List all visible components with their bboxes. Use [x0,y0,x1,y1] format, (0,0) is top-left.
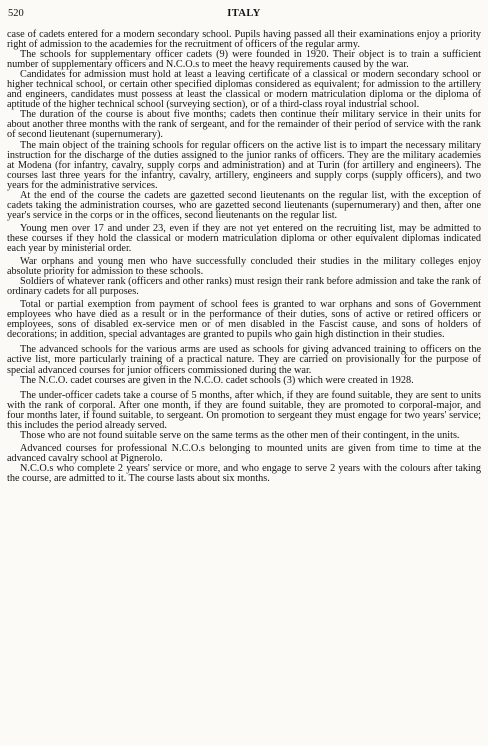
paragraph-nco-service: N.C.O.s who complete 2 years' service or more, and who engage to serve 2 years with the colours after taking the course, are admitted to it. The course lasts about six months. [7,462,481,484]
paragraph-young-men: Young men over 17 and under 23, even if they are not yet entered on the recruiting list, may be admitted to these courses if they hold the classical or modern matriculation diploma or other equivalent diplomas indicated each year by ministerial order. [7,222,481,254]
paragraph-nco-cadet-courses: The N.C.O. cadet courses are given in the N.C.O. cadet schools (3) which were created in 1928. [20,374,414,386]
paragraph-candidates: Candidates for admission must hold at least a leaving certificate of a classical or modern secondary school or higher technical school, or certain other specified diplomas considered as equivalent; for admission to the artillery and engineers, candidates must possess at least the classical or modern matriculation diploma or the diploma of aptitude of the higher technical school (surveying section), or of a third-class royal industrial school. [7,69,481,111]
page-number: 520 [8,8,24,19]
paragraph-soldiers: Soldiers of whatever rank (officers and other ranks) must resign their rank before admission and take the rank of ordinary cadets for all purposes. [7,276,481,298]
paragraph-not-suitable: Those who are not found suitable serve on the same terms as the other men of their contingent, in the units. [20,429,460,441]
body-text [7,30,481,484]
running-head [7,5,481,22]
paragraph-supplementary-schools: The schools for supplementary officer cadets (9) were founded in 1920. Their object is to train a sufficient number of supplementary officers and N.C.O.s to meet the heavy requirements caused by the war. [7,49,481,71]
paragraph-continued: case of cadets entered for a modern secondary school. Pupils having passed all their examinations enjoy a priority right of admission to the academies for the recruitment of officers of the regular army. [7,29,481,51]
paragraph-war-orphans: War orphans and young men who have successfully concluded their studies in the military colleges enjoy absolute priority for admission to these schools. [7,256,481,278]
paragraph-under-officer-cadets: The under-officer cadets take a course of 5 months, after which, if they are found suitable, they are sent to units with the rank of corporal. After one month, if they are found suitable, they are promoted to corporal-major, and four months later, if found suitable, to sergeant. On promotion to sergeant they must engage for two years' service; this includes the period already served. [7,389,481,431]
paragraph-advanced-courses-nco: Advanced courses for professional N.C.O.s belonging to mounted units are given from time to time at the advanced cavalry school at Pignerolo. [7,442,481,464]
paragraph-end-of-course: At the end of the course the cadets are gazetted second lieutenants on the regular list, with the exception of cadets taking the administration courses, who are gazetted second lieutenants (supernumerary) and then, after one year's service in the corps or in the offices, second lieutenants on the regular list. [7,189,481,221]
paragraph-fee-exemption: Total or partial exemption from payment of school fees is granted to war orphans and sons of Government employees who have died as a result or in the performance of their duties, sons of active or retired officers or employees, sons of disabled ex-service men or of men disabled in the Fascist cause, and sons of holders of decorations; in addition, special advantages are granted to pupils who gain high distinction in their studies. [7,299,481,341]
running-title: ITALY [227,8,261,19]
paragraph-training-schools: The main object of the training schools for regular officers on the active list is to impart the necessary military instruction for the discharge of the duties assigned to the junior ranks of officers. They are the military academies at Modena (for infantry, cavalry, supply corps and administration) and at Turin (for artillery and engineers). The courses last three years for the infantry, cavalry, artillery, engineers and supply corps (supply officers), and two years for the administrative services. [7,139,481,191]
paragraph-course-duration: The duration of the course is about five months; cadets then continue their military service in their units for about another three months with the rank of sergeant, and for the remainder of their period of service with the rank of second lieutenant (supernumerary). [7,109,481,141]
paragraph-advanced-schools: The advanced schools for the various arms are used as schools for giving advanced training to officers on the active list, more particularly training of a practical nature. They are carried on provisionally for the purpose of special advanced courses for junior officers commissioned during the war. [7,344,481,376]
